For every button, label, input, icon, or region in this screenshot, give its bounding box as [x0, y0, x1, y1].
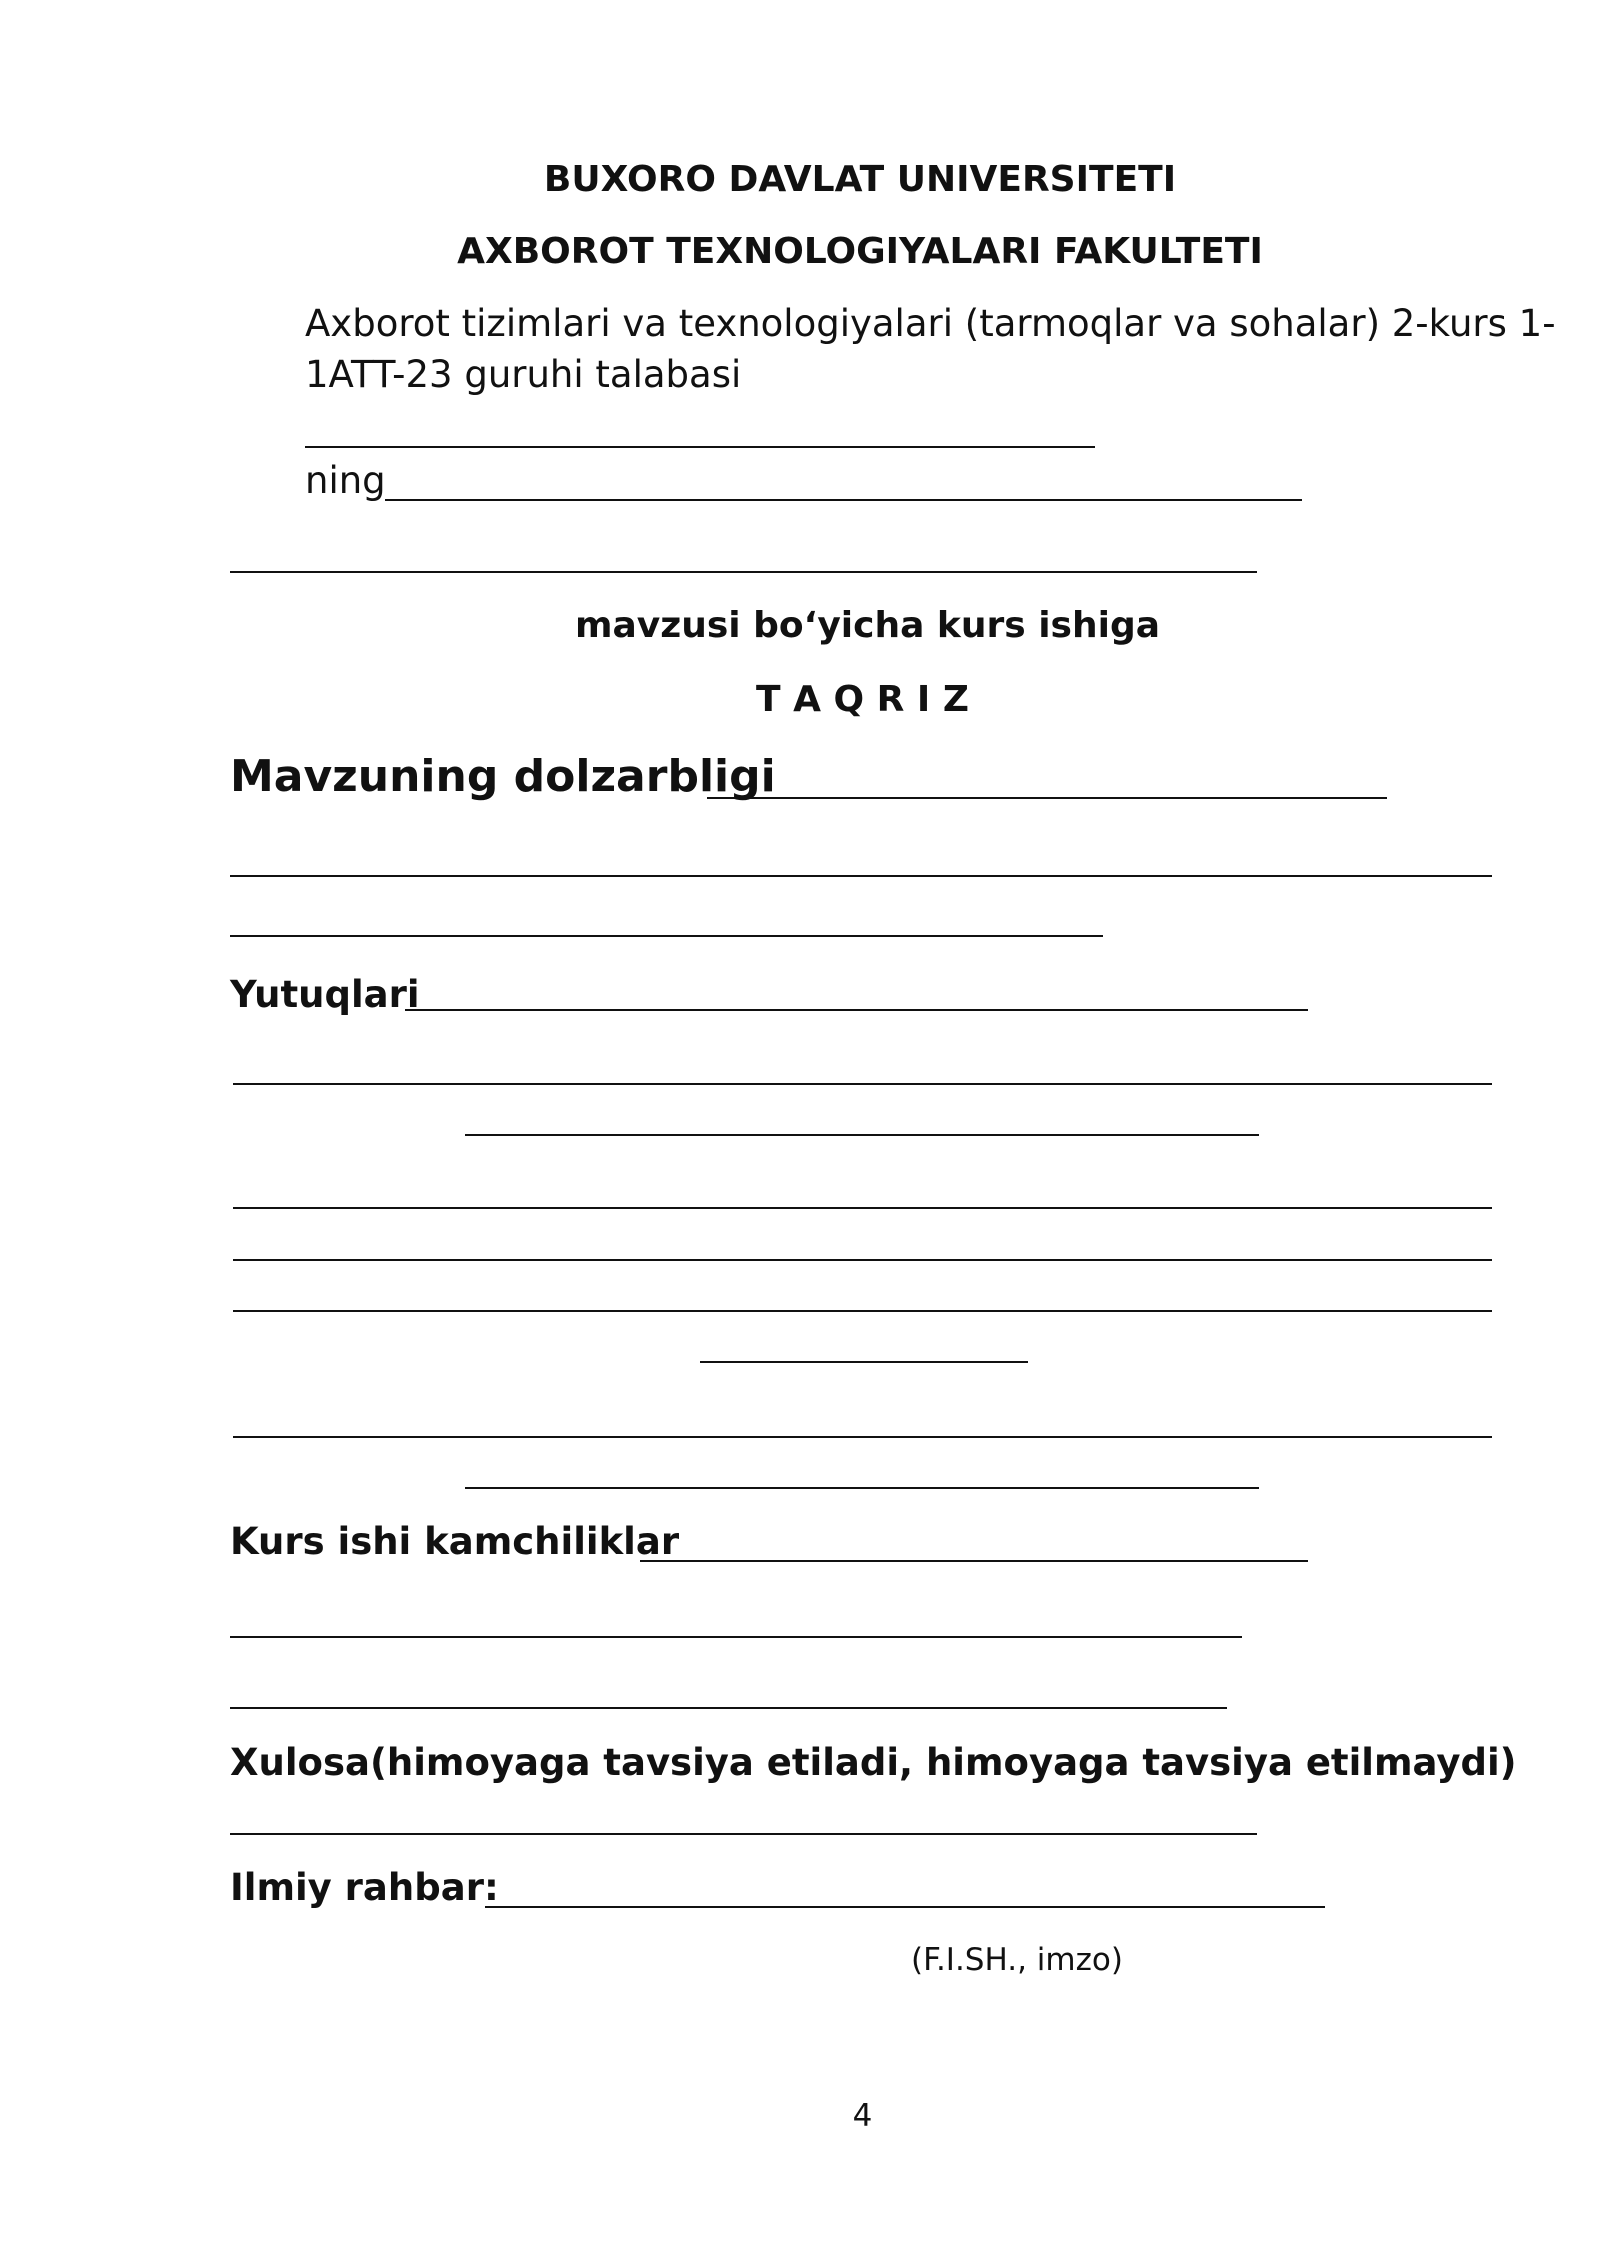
achievements-blank-4[interactable]: [233, 1207, 1492, 1209]
shortcomings-blank-3[interactable]: [230, 1707, 1227, 1709]
achievements-blank-2[interactable]: [233, 1083, 1492, 1085]
achievements-blank-9[interactable]: [465, 1487, 1259, 1489]
achievements-blank-8[interactable]: [233, 1436, 1492, 1438]
relevance-blank-3[interactable]: [230, 935, 1103, 937]
student-group-line: 1ATT-23 guruhi talabasi: [305, 353, 742, 396]
achievements-blank-6[interactable]: [233, 1310, 1492, 1312]
conclusion-blank[interactable]: [230, 1833, 1257, 1835]
achievements-label: Yutuqlari: [230, 973, 420, 1016]
relevance-blank-2[interactable]: [230, 875, 1492, 877]
achievements-blank-5[interactable]: [233, 1259, 1492, 1261]
achievements-blank-1[interactable]: [405, 1009, 1308, 1011]
page-number: 4: [852, 2098, 873, 2134]
university-title: BUXORO DAVLAT UNIVERSITETI: [543, 159, 1177, 200]
relevance-label: Mavzuning dolzarbligi: [230, 751, 776, 802]
topic-blank[interactable]: [230, 571, 1257, 573]
student-name-blank[interactable]: [305, 446, 1095, 448]
topic-subtitle: mavzusi bo‘yicha kurs ishiga: [574, 605, 1161, 646]
ning-label: ning: [305, 459, 386, 502]
supervisor-blank[interactable]: [485, 1906, 1325, 1908]
supervisor-label: Ilmiy rahbar:: [230, 1866, 499, 1909]
student-program-line: Axborot tizimlari va texnologiyalari (tarmoqlar va sohalar) 2-kurs 1-: [305, 302, 1556, 345]
conclusion-label: Xulosa(himoyaga tavsiya etiladi, himoyaga tavsiya etilmaydi): [230, 1741, 1517, 1784]
achievements-blank-3[interactable]: [465, 1134, 1259, 1136]
shortcomings-label: Kurs ishi kamchiliklar: [230, 1520, 680, 1563]
signature-hint: (F.I.SH., imzo): [911, 1942, 1123, 1978]
relevance-blank-1[interactable]: [707, 797, 1387, 799]
ning-blank[interactable]: [385, 499, 1302, 501]
shortcomings-blank-1[interactable]: [640, 1560, 1308, 1562]
taqriz-title: T A Q R I Z: [756, 679, 969, 720]
faculty-title: AXBOROT TEXNOLOGIYALARI FAKULTETI: [457, 231, 1263, 272]
shortcomings-blank-2[interactable]: [230, 1636, 1242, 1638]
achievements-blank-7[interactable]: [700, 1361, 1028, 1363]
